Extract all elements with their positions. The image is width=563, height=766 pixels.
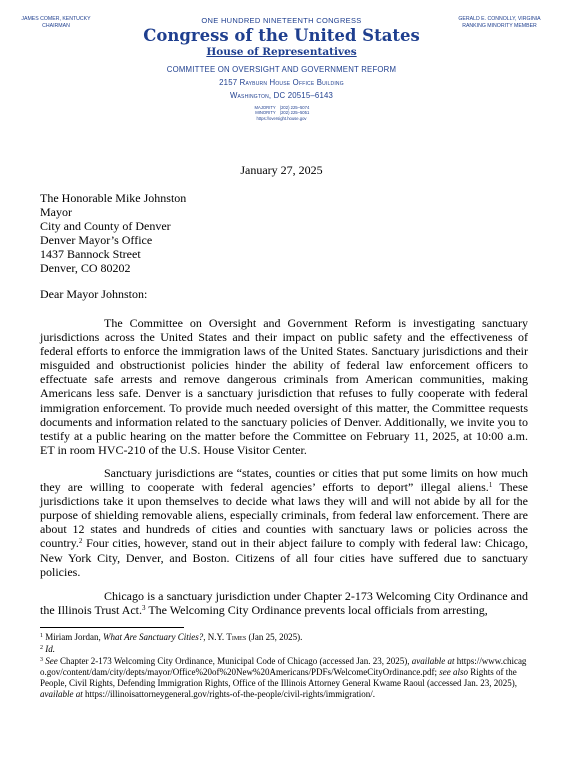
footnote-signal: available at: [40, 689, 83, 699]
footnote-number: 1: [40, 633, 43, 639]
footnote-ref-2[interactable]: 2: [78, 537, 83, 546]
congress-number: ONE HUNDRED NINETEENTH CONGRESS: [201, 16, 362, 25]
footnote-signal: See: [43, 656, 58, 666]
committee-website[interactable]: https://oversight.house.gov: [256, 116, 307, 122]
majority-label: MAJORITY: [254, 105, 276, 110]
majority-phone: (202) 225–5074: [279, 105, 310, 110]
footnote-ref-1[interactable]: 1: [488, 481, 493, 490]
committee-name: COMMITTEE ON OVERSIGHT AND GOVERNMENT REFORM: [166, 65, 397, 74]
footnote-2: [40, 644, 530, 655]
footnote-number: 2: [40, 645, 43, 651]
footnote-link[interactable]: https://illinoisattorneygeneral.gov/rights-of-the-people/civil-rights/immigration/.: [82, 689, 375, 699]
footnotes: [40, 632, 530, 701]
footnote-1: [40, 632, 530, 643]
footnote-link[interactable]: https://www.chicago.gov/content/dam/city/depts/mayor/Office%20of%20New%20Americans/PDFs/WelcomeCityOrdinance.pdf;: [40, 656, 527, 677]
ranking-member-name: GERALD E. CONNOLLY, VIRGINIA: [458, 16, 541, 22]
salutation: Dear Mayor Johnston:: [40, 287, 148, 301]
footnote-publication: Times: [226, 632, 247, 642]
paragraph-1: The Committee on Oversight and Government Reform is investigating sanctuary jurisdictions across the United States and their impact on public safety and the effectiveness of federal efforts to enforce the immigration laws of the United States. Sanctuary jurisdictions and their misguided and obstructionist policies hinder the ability of federal law enforcement officers to effectuate safe arrests and remove dangerous criminals from American communities, making Americans less safe. Denver is a sanctuary jurisdiction that refuses to fully cooperate with federal immigration enforcement. To provide much needed oversight of this matter, the Committee requests documents and information related to the sanctuary policies of Denver. Additionally, we invite you to testify at a public hearing on the matter before the Committee on February 11, 2025, at 10:00 a.m. ET in room HVC-210 of the U.S. House Visitor Center.: [40, 316, 528, 457]
footnote-signal: available at: [411, 656, 455, 666]
committee-address-2: Washington, DC 20515–6143: [229, 91, 334, 100]
minority-phone: (202) 225–5051: [279, 110, 310, 116]
recipient-line: 1437 Bannock Street: [40, 247, 141, 262]
paragraph-3: [40, 589, 528, 617]
recipient-line: Denver Mayor’s Office: [40, 233, 153, 248]
paragraph-2-text-c: Four cities, however, stand out in their abject failure to comply with federal law: Chicago, New York City, Denver, and Boston. Citizens of all four cities have suffered due to sanctuary policies.: [40, 536, 528, 579]
ranking-member-title: RANKING MINORITY MEMBER: [462, 22, 537, 29]
paragraph-3-text-a: Chicago is a sanctuary jurisdiction under Chapter 2-173 Welcoming City Ordinance and the Illinois Trust Act.: [40, 589, 528, 618]
footnote-number: 3: [40, 657, 43, 663]
recipient-line: The Honorable Mike Johnston: [40, 191, 187, 205]
paragraph-2-text-a: Sanctuary jurisdictions are “states, counties or cities that put some limits on how much they are willing to cooperate with federal agencies’ efforts to deport” illegal aliens.: [40, 466, 528, 495]
footnote-text: Id.: [43, 644, 55, 654]
house-title: House of Representatives: [206, 46, 357, 58]
footnote-text: Chapter 2-173 Welcoming City Ordinance, Municipal Code of Chicago (accessed Jan. 23, 2025),: [57, 656, 412, 666]
recipient-line: Denver, CO 80202: [40, 261, 131, 276]
footnote-ref-3[interactable]: 3: [142, 604, 146, 613]
paragraph-3-text-b: The Welcoming City Ordinance prevents local officials from arresting,: [145, 603, 488, 618]
footnote-divider: [40, 627, 184, 628]
footnote-3: [40, 656, 530, 700]
letterhead: [0, 16, 563, 122]
chairman-name: JAMES COMER, KENTUCKY: [21, 16, 91, 22]
letter-date: January 27, 2025: [240, 163, 323, 177]
footnote-article-title: What Are Sanctuary Cities?: [103, 632, 204, 642]
recipient-line: Mayor: [40, 205, 72, 220]
paragraph-2-text-b: These jurisdictions take it upon themselves to decide what laws they will and will not abide by all for the purpose of shielding removable aliens, especially criminals, from federal law enforcement. There are about 12 states and hundreds of cities and counties with sanctuary laws or policies across the country.: [40, 480, 529, 551]
footnote-signal: see also: [439, 667, 469, 677]
paragraph-2: [40, 466, 528, 579]
footnote-text: Rights of the People, Civil Rights, Defending Immigration Rights, Office of the Illinois Attorney General Kwame Raoul (accessed Jan. 23, 2025),: [40, 667, 517, 688]
recipient-line: City and County of Denver: [40, 219, 171, 234]
footnote-text: , N.Y.: [203, 632, 227, 642]
recipient-address: [40, 191, 520, 276]
footnote-text: Miriam Jordan,: [43, 632, 103, 642]
minority-label: MINORITY: [255, 110, 276, 116]
committee-address-1: 2157 Rayburn House Office Building: [219, 78, 344, 87]
footnote-text: (Jan 25, 2025).: [246, 632, 303, 642]
chairman-title: CHAIRMAN: [42, 22, 70, 29]
congress-title: Congress of the United States: [143, 26, 420, 45]
ranking-member-block: [452, 16, 547, 29]
